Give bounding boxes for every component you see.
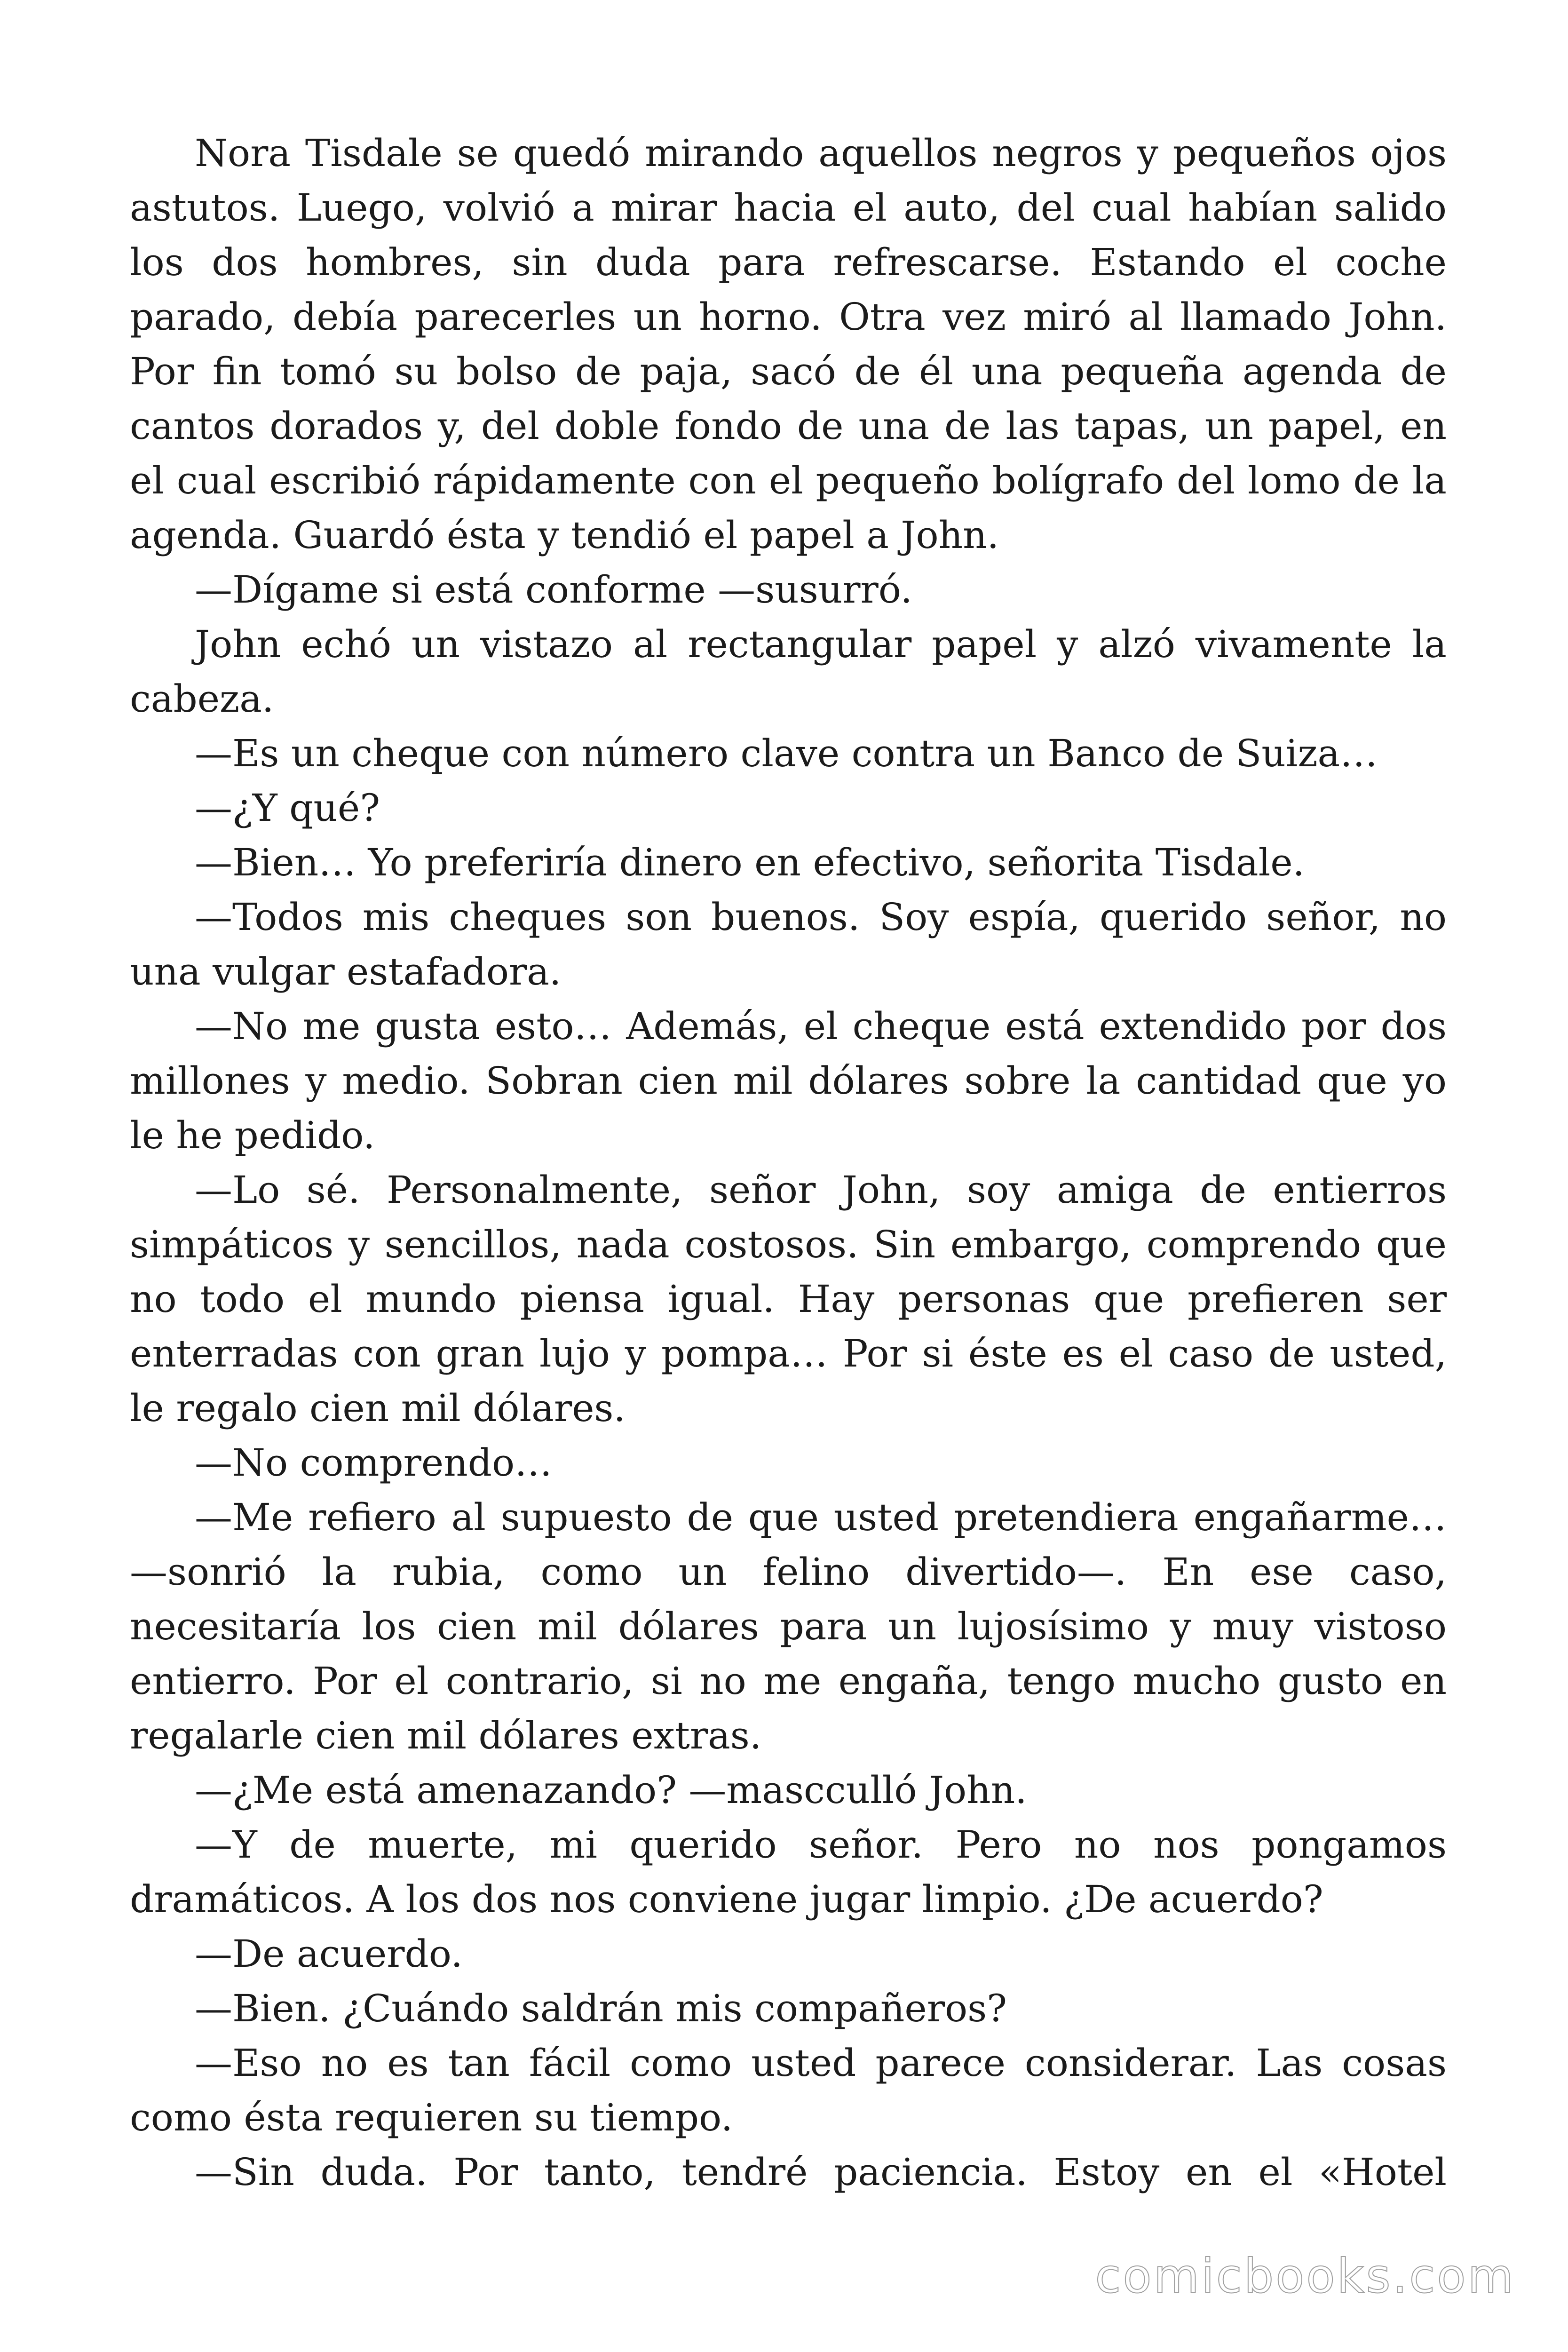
paragraph: —¿Y qué? bbox=[195, 786, 380, 830]
paragraph: —No comprendo… bbox=[195, 1441, 553, 1485]
paragraph: —De acuerdo. bbox=[195, 1932, 463, 1976]
paragraph: —Es un cheque con número clave contra un Banco de Suiza… bbox=[195, 731, 1378, 775]
paragraph: —Eso no es tan fácil como usted parece considerar. Las cosas como ésta requieren su tiempo. bbox=[130, 2041, 1447, 2139]
paragraph: Nora Tisdale se quedó mirando aquellos negros y pequeños ojos astutos. Luego, volvió a mirar hacia el auto, del cual habían salido los dos hombres, sin duda para refrescarse. Estando el coche parado, debía parecerles un horno. Otra vez miró al llamado John. Por fin tomó su bolso de paja, sacó de él una pequeña agenda de cantos dorados y, del doble fondo de una de las tapas, un papel, en el cual escribió rápidamente con el pequeño bolígrafo del lomo de la agenda. Guardó ésta y tendió el papel a John. bbox=[130, 131, 1447, 557]
paragraph: —Bien… Yo preferiría dinero en efectivo, señorita Tisdale. bbox=[195, 841, 1305, 884]
watermark-logo: comicbooks.com bbox=[1095, 2249, 1515, 2304]
paragraph: —Todos mis cheques son buenos. Soy espía, querido señor, no una vulgar estafadora. bbox=[130, 895, 1447, 993]
paragraph: —Y de muerte, mi querido señor. Pero no nos pongamos dramáticos. A los dos nos conviene jugar limpio. ¿De acuerdo? bbox=[130, 1823, 1447, 1921]
paragraph: John echó un vistazo al rectangular papel y alzó vivamente la cabeza. bbox=[130, 622, 1447, 721]
paragraph: —Bien. ¿Cuándo saldrán mis compañeros? bbox=[195, 1986, 1007, 2030]
paragraph: —No me gusta esto… Además, el cheque está extendido por dos millones y medio. Sobran cien mil dólares sobre la cantidad que yo le he pedido. bbox=[130, 1004, 1447, 1157]
paragraph: —Lo sé. Personalmente, señor John, soy amiga de entierros simpáticos y sencillos, nada costosos. Sin embargo, comprendo que no todo el mundo piensa igual. Hay personas que prefieren ser enterradas con gran lujo y pompa… Por si éste es el caso de usted, le regalo cien mil dólares. bbox=[130, 1168, 1447, 1430]
book-page-text bbox=[130, 126, 1447, 2200]
paragraph: —Sin duda. Por tanto, tendré paciencia. Estoy en el «Hotel bbox=[195, 2150, 1447, 2194]
paragraph: —¿Me está amenazando? —mascculló John. bbox=[195, 1768, 1027, 1812]
paragraph: —Me refiero al supuesto de que usted pretendiera engañarme… —sonrió la rubia, como un felino divertido—. En ese caso, necesitaría los cien mil dólares para un lujosísimo y muy vistoso entierro. Por el contrario, si no me engaña, tengo mucho gusto en regalarle cien mil dólares extras. bbox=[130, 1495, 1447, 1757]
paragraph: —Dígame si está conforme —susurró. bbox=[195, 568, 912, 612]
